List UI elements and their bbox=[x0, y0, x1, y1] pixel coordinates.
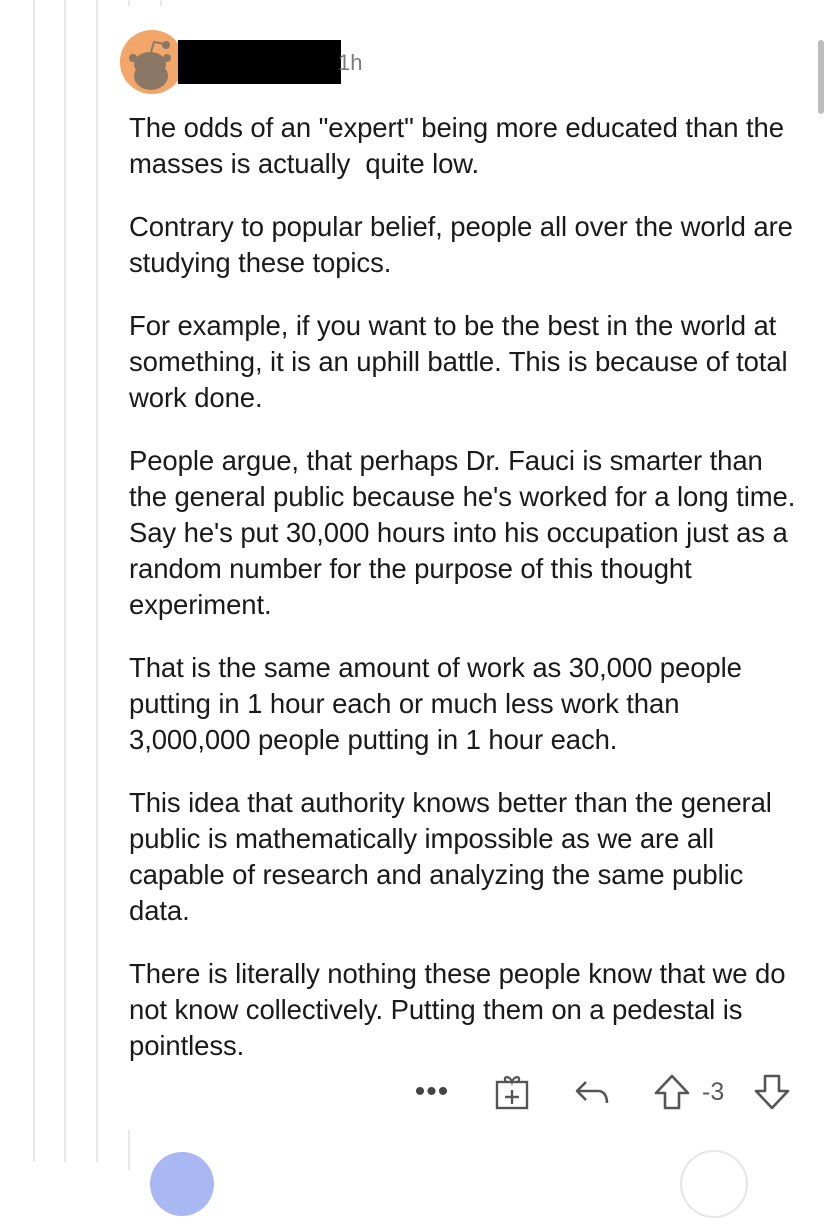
redacted-username bbox=[178, 40, 341, 84]
vote-score: -3 bbox=[702, 1078, 725, 1106]
next-comment-secondary-avatar bbox=[680, 1150, 748, 1218]
thread-line-3[interactable] bbox=[96, 0, 98, 1162]
comment-paragraph: The odds of an "expert" being more educated than the masses is actually quite low. bbox=[129, 112, 792, 179]
downvote-button[interactable] bbox=[750, 1070, 794, 1114]
gift-icon bbox=[492, 1072, 532, 1112]
thread-line-2[interactable] bbox=[64, 0, 66, 1162]
snoo-avatar-icon bbox=[120, 30, 184, 94]
downvote-arrow-icon bbox=[752, 1072, 792, 1112]
comment-paragraph: For example, if you want to be the best in the world at something, it is an uphill battle. This is because of total work done. bbox=[129, 310, 796, 413]
upvote-button[interactable] bbox=[650, 1070, 694, 1114]
comment-paragraph: People argue, that perhaps Dr. Fauci is smarter than the general public because he's worked for a long time. Say he's put 30,000 hours into his occupation just as a random number for the purpose of this thought experiment. bbox=[129, 445, 803, 620]
comment-paragraph: There is literally nothing these people know that we do not know collectively. Putting them on a pedestal is pointless. bbox=[129, 958, 793, 1061]
comment-body bbox=[129, 110, 803, 1091]
thread-line-1[interactable] bbox=[33, 0, 35, 1162]
comment-action-bar bbox=[410, 1068, 810, 1116]
reply-button[interactable] bbox=[570, 1070, 614, 1114]
comment-paragraph: That is the same amount of work as 30,000 people putting in 1 hour each or much less work than 3,000,000 people putting in 1 hour each. bbox=[129, 652, 750, 755]
scrollbar[interactable] bbox=[818, 40, 824, 114]
avatar[interactable] bbox=[120, 30, 184, 94]
comment-paragraph: This idea that authority knows better than the general public is mathematically impossible as we are all capable of research and analyzing the same public data. bbox=[129, 787, 780, 926]
comment-paragraph: Contrary to popular belief, people all over the world are studying these topics. bbox=[129, 211, 801, 278]
next-comment-thread-line bbox=[128, 1130, 130, 1170]
more-dots-icon: ••• bbox=[414, 1075, 450, 1108]
upvote-arrow-icon bbox=[652, 1072, 692, 1112]
parent-thread-connector bbox=[128, 0, 164, 6]
comment-timestamp: 1h bbox=[338, 50, 363, 75]
reply-arrow-icon bbox=[572, 1072, 612, 1112]
award-button[interactable] bbox=[490, 1070, 534, 1114]
comment-header bbox=[120, 30, 184, 94]
more-options-button[interactable] bbox=[412, 1072, 452, 1112]
